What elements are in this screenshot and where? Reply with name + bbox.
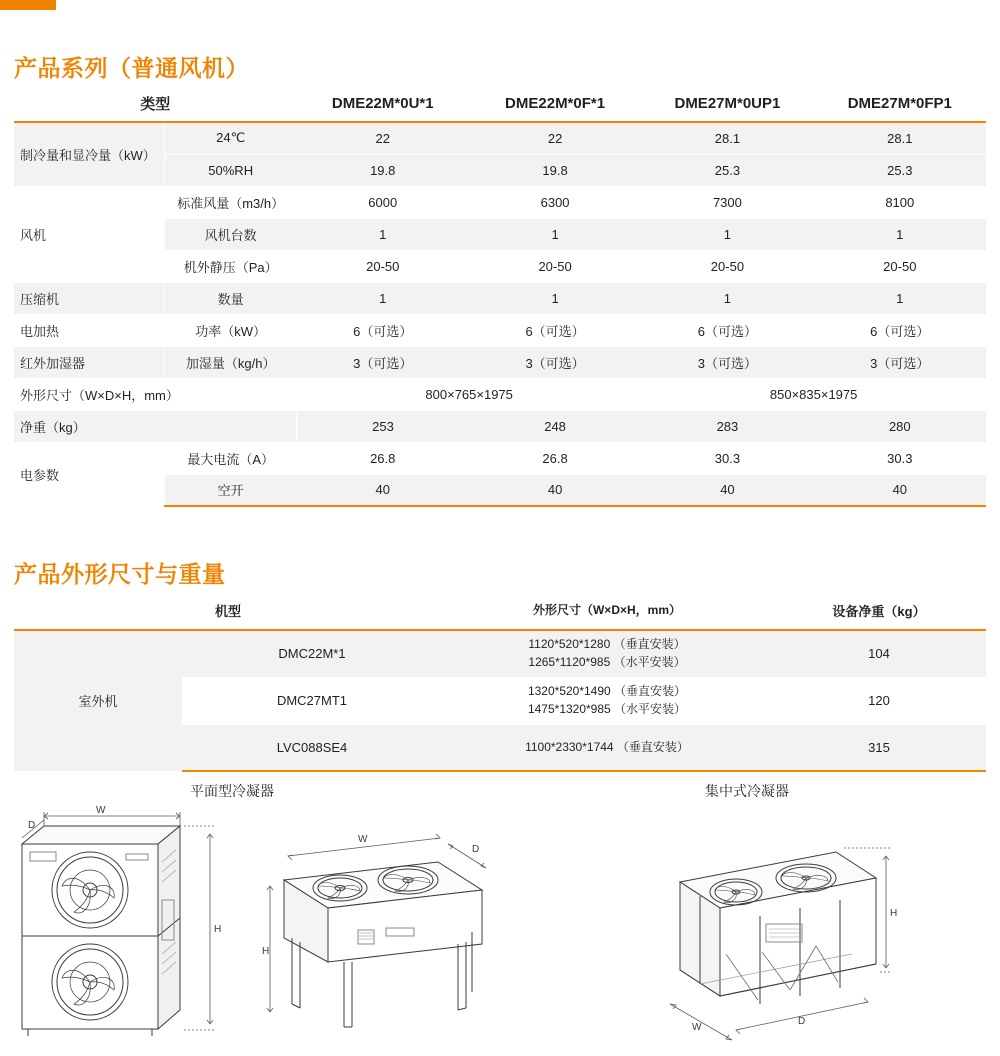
outdoor-unit-vertical-drawing <box>8 804 228 1054</box>
spec-sub-label-6: 功率（kW） <box>164 314 296 346</box>
spec-cell-10-1: 26.8 <box>469 442 641 474</box>
spec-cell-6-2: 6（可选） <box>641 314 813 346</box>
table-row <box>14 186 986 218</box>
spec-cell-5-3: 1 <box>814 282 986 314</box>
table-row <box>14 378 986 410</box>
spec-cell-7-3: 3（可选） <box>814 346 986 378</box>
dimensions-section-title: 产品外形尺寸与重量 <box>14 561 226 587</box>
spec-cell-8-merged-1: 850×835×1975 <box>641 378 986 410</box>
spec-cell-6-0: 6（可选） <box>297 314 469 346</box>
spec-cell-3-2: 1 <box>641 218 813 250</box>
table-row <box>14 630 986 677</box>
spec-sub-label-5: 数量 <box>164 282 296 314</box>
figure-caption-central-condenser: 集中式冷凝器 <box>705 783 789 799</box>
spec-cell-4-0: 20-50 <box>297 250 469 282</box>
dimensions-table-header-row <box>14 596 986 630</box>
spec-cell-2-1: 6300 <box>469 186 641 218</box>
figures-area <box>0 772 1000 1056</box>
table-row <box>14 442 986 474</box>
spec-cell-4-2: 20-50 <box>641 250 813 282</box>
spec-cell-1-3: 25.3 <box>814 154 986 186</box>
figure2-label-d: D <box>472 844 480 855</box>
dim-size-0-line2: 1265*1120*985 （水平安装） <box>528 654 686 669</box>
spec-sub-label-11: 空开 <box>164 474 296 506</box>
spec-group-label-5: 压缩机 <box>14 282 164 314</box>
spec-sub-label-4: 机外静压（Pa） <box>164 250 296 282</box>
figure3-label-d: D <box>798 1016 806 1027</box>
spec-group-label-6: 电加热 <box>14 314 164 346</box>
spec-cell-0-3: 28.1 <box>814 122 986 154</box>
dim-size-1-line2: 1475*1320*985 （水平安装） <box>527 701 687 716</box>
dim-header-model: 机型 <box>214 604 241 619</box>
dim-weight-0: 104 <box>772 630 986 677</box>
spec-cell-9-3: 280 <box>814 410 986 442</box>
dim-model-1: DMC27MT1 <box>182 677 442 724</box>
spec-cell-2-2: 7300 <box>641 186 813 218</box>
spec-group-label-9: 净重（kg） <box>14 410 297 442</box>
dim-header-weight: 设备净重（kg） <box>832 604 926 619</box>
spec-cell-1-2: 25.3 <box>641 154 813 186</box>
dim-size-0 <box>442 630 772 677</box>
spec-group-label-8: 外形尺寸（W×D×H，mm） <box>14 378 297 410</box>
spec-group-label-0: 制冷量和显冷量（kW） <box>14 122 164 186</box>
spec-cell-7-0: 3（可选） <box>297 346 469 378</box>
figure1-label-w: W <box>96 805 106 816</box>
spec-table-wrapper <box>14 92 986 507</box>
spec-header-type: 类型 <box>140 96 171 113</box>
spec-sub-label-0: 24℃ <box>164 122 296 154</box>
spec-group-label-2: 风机 <box>14 186 164 282</box>
dim-size-2-line1: 1100*2330*1744 （垂直安装） <box>525 739 689 754</box>
dim-size-1-line1: 1320*520*1490 （垂直安装） <box>527 684 687 699</box>
table-row <box>14 314 986 346</box>
spec-cell-6-1: 6（可选） <box>469 314 641 346</box>
spec-group-label-7: 红外加湿器 <box>14 346 164 378</box>
spec-sub-label-2: 标准风量（m3/h） <box>164 186 296 218</box>
spec-section-title: 产品系列（普通风机） <box>14 55 249 81</box>
spec-cell-9-0: 253 <box>297 410 469 442</box>
spec-cell-4-3: 20-50 <box>814 250 986 282</box>
spec-cell-5-1: 1 <box>469 282 641 314</box>
spec-cell-2-3: 8100 <box>814 186 986 218</box>
spec-sub-label-1: 50%RH <box>164 154 296 186</box>
figure-caption-flat-condenser: 平面型冷凝器 <box>190 783 274 799</box>
spec-cell-0-0: 22 <box>297 122 469 154</box>
figure2-label-w: W <box>358 834 368 845</box>
figure2-label-h: H <box>262 946 270 957</box>
dim-model-2: LVC088SE4 <box>182 724 442 771</box>
dim-size-2 <box>442 724 772 771</box>
spec-cell-8-merged-0: 800×765×1975 <box>297 378 642 410</box>
figure1-label-d: D <box>28 820 36 831</box>
figure3-label-h: H <box>890 908 898 919</box>
spec-cell-5-0: 1 <box>297 282 469 314</box>
spec-cell-7-1: 3（可选） <box>469 346 641 378</box>
dim-model-0: DMC22M*1 <box>182 630 442 677</box>
spec-cell-3-1: 1 <box>469 218 641 250</box>
dim-weight-1: 120 <box>772 677 986 724</box>
spec-cell-10-2: 30.3 <box>641 442 813 474</box>
spec-cell-11-3: 40 <box>814 474 986 506</box>
spec-table-header-row <box>14 92 986 122</box>
spec-cell-3-3: 1 <box>814 218 986 250</box>
spec-cell-0-1: 22 <box>469 122 641 154</box>
spec-cell-7-2: 3（可选） <box>641 346 813 378</box>
spec-cell-0-2: 28.1 <box>641 122 813 154</box>
spec-cell-10-3: 30.3 <box>814 442 986 474</box>
spec-cell-5-2: 1 <box>641 282 813 314</box>
spec-cell-11-0: 40 <box>297 474 469 506</box>
spec-cell-4-1: 20-50 <box>469 250 641 282</box>
dim-header-size: 外形尺寸（W×D×H，mm） <box>532 602 681 617</box>
central-condenser-drawing <box>640 804 900 1054</box>
dim-size-0-line1: 1120*520*1280 （垂直安装） <box>528 637 686 652</box>
spec-header-model-2: DME22M*0F*1 <box>505 95 606 112</box>
table-row <box>14 346 986 378</box>
spec-cell-1-0: 19.8 <box>297 154 469 186</box>
spec-cell-1-1: 19.8 <box>469 154 641 186</box>
spec-cell-6-3: 6（可选） <box>814 314 986 346</box>
spec-cell-9-1: 248 <box>469 410 641 442</box>
spec-cell-2-0: 6000 <box>297 186 469 218</box>
dim-size-1 <box>442 677 772 724</box>
dim-weight-2: 315 <box>772 724 986 771</box>
spec-cell-11-2: 40 <box>641 474 813 506</box>
spec-cell-10-0: 26.8 <box>297 442 469 474</box>
spec-sub-label-10: 最大电流（A） <box>164 442 296 474</box>
table-row <box>14 122 986 154</box>
table-row <box>14 282 986 314</box>
spec-cell-9-2: 283 <box>641 410 813 442</box>
spec-cell-11-1: 40 <box>469 474 641 506</box>
table-row <box>14 410 986 442</box>
spec-sub-label-7: 加湿量（kg/h） <box>164 346 296 378</box>
spec-header-model-4: DME27M*0FP1 <box>847 95 952 112</box>
dim-group-label: 室外机 <box>14 630 182 771</box>
spec-group-label-10: 电参数 <box>14 442 164 506</box>
corner-accent-square <box>0 0 10 10</box>
spec-cell-3-0: 1 <box>297 218 469 250</box>
dimensions-table-wrapper <box>14 596 986 772</box>
figure1-label-h: H <box>214 924 222 935</box>
spec-sub-label-3: 风机台数 <box>164 218 296 250</box>
spec-header-model-3: DME27M*0UP1 <box>674 95 781 112</box>
figure3-label-w: W <box>692 1022 702 1033</box>
spec-table <box>14 92 986 507</box>
spec-header-model-1: DME22M*0U*1 <box>331 95 434 112</box>
dimensions-table <box>14 596 986 772</box>
flat-condenser-drawing <box>262 812 512 1052</box>
